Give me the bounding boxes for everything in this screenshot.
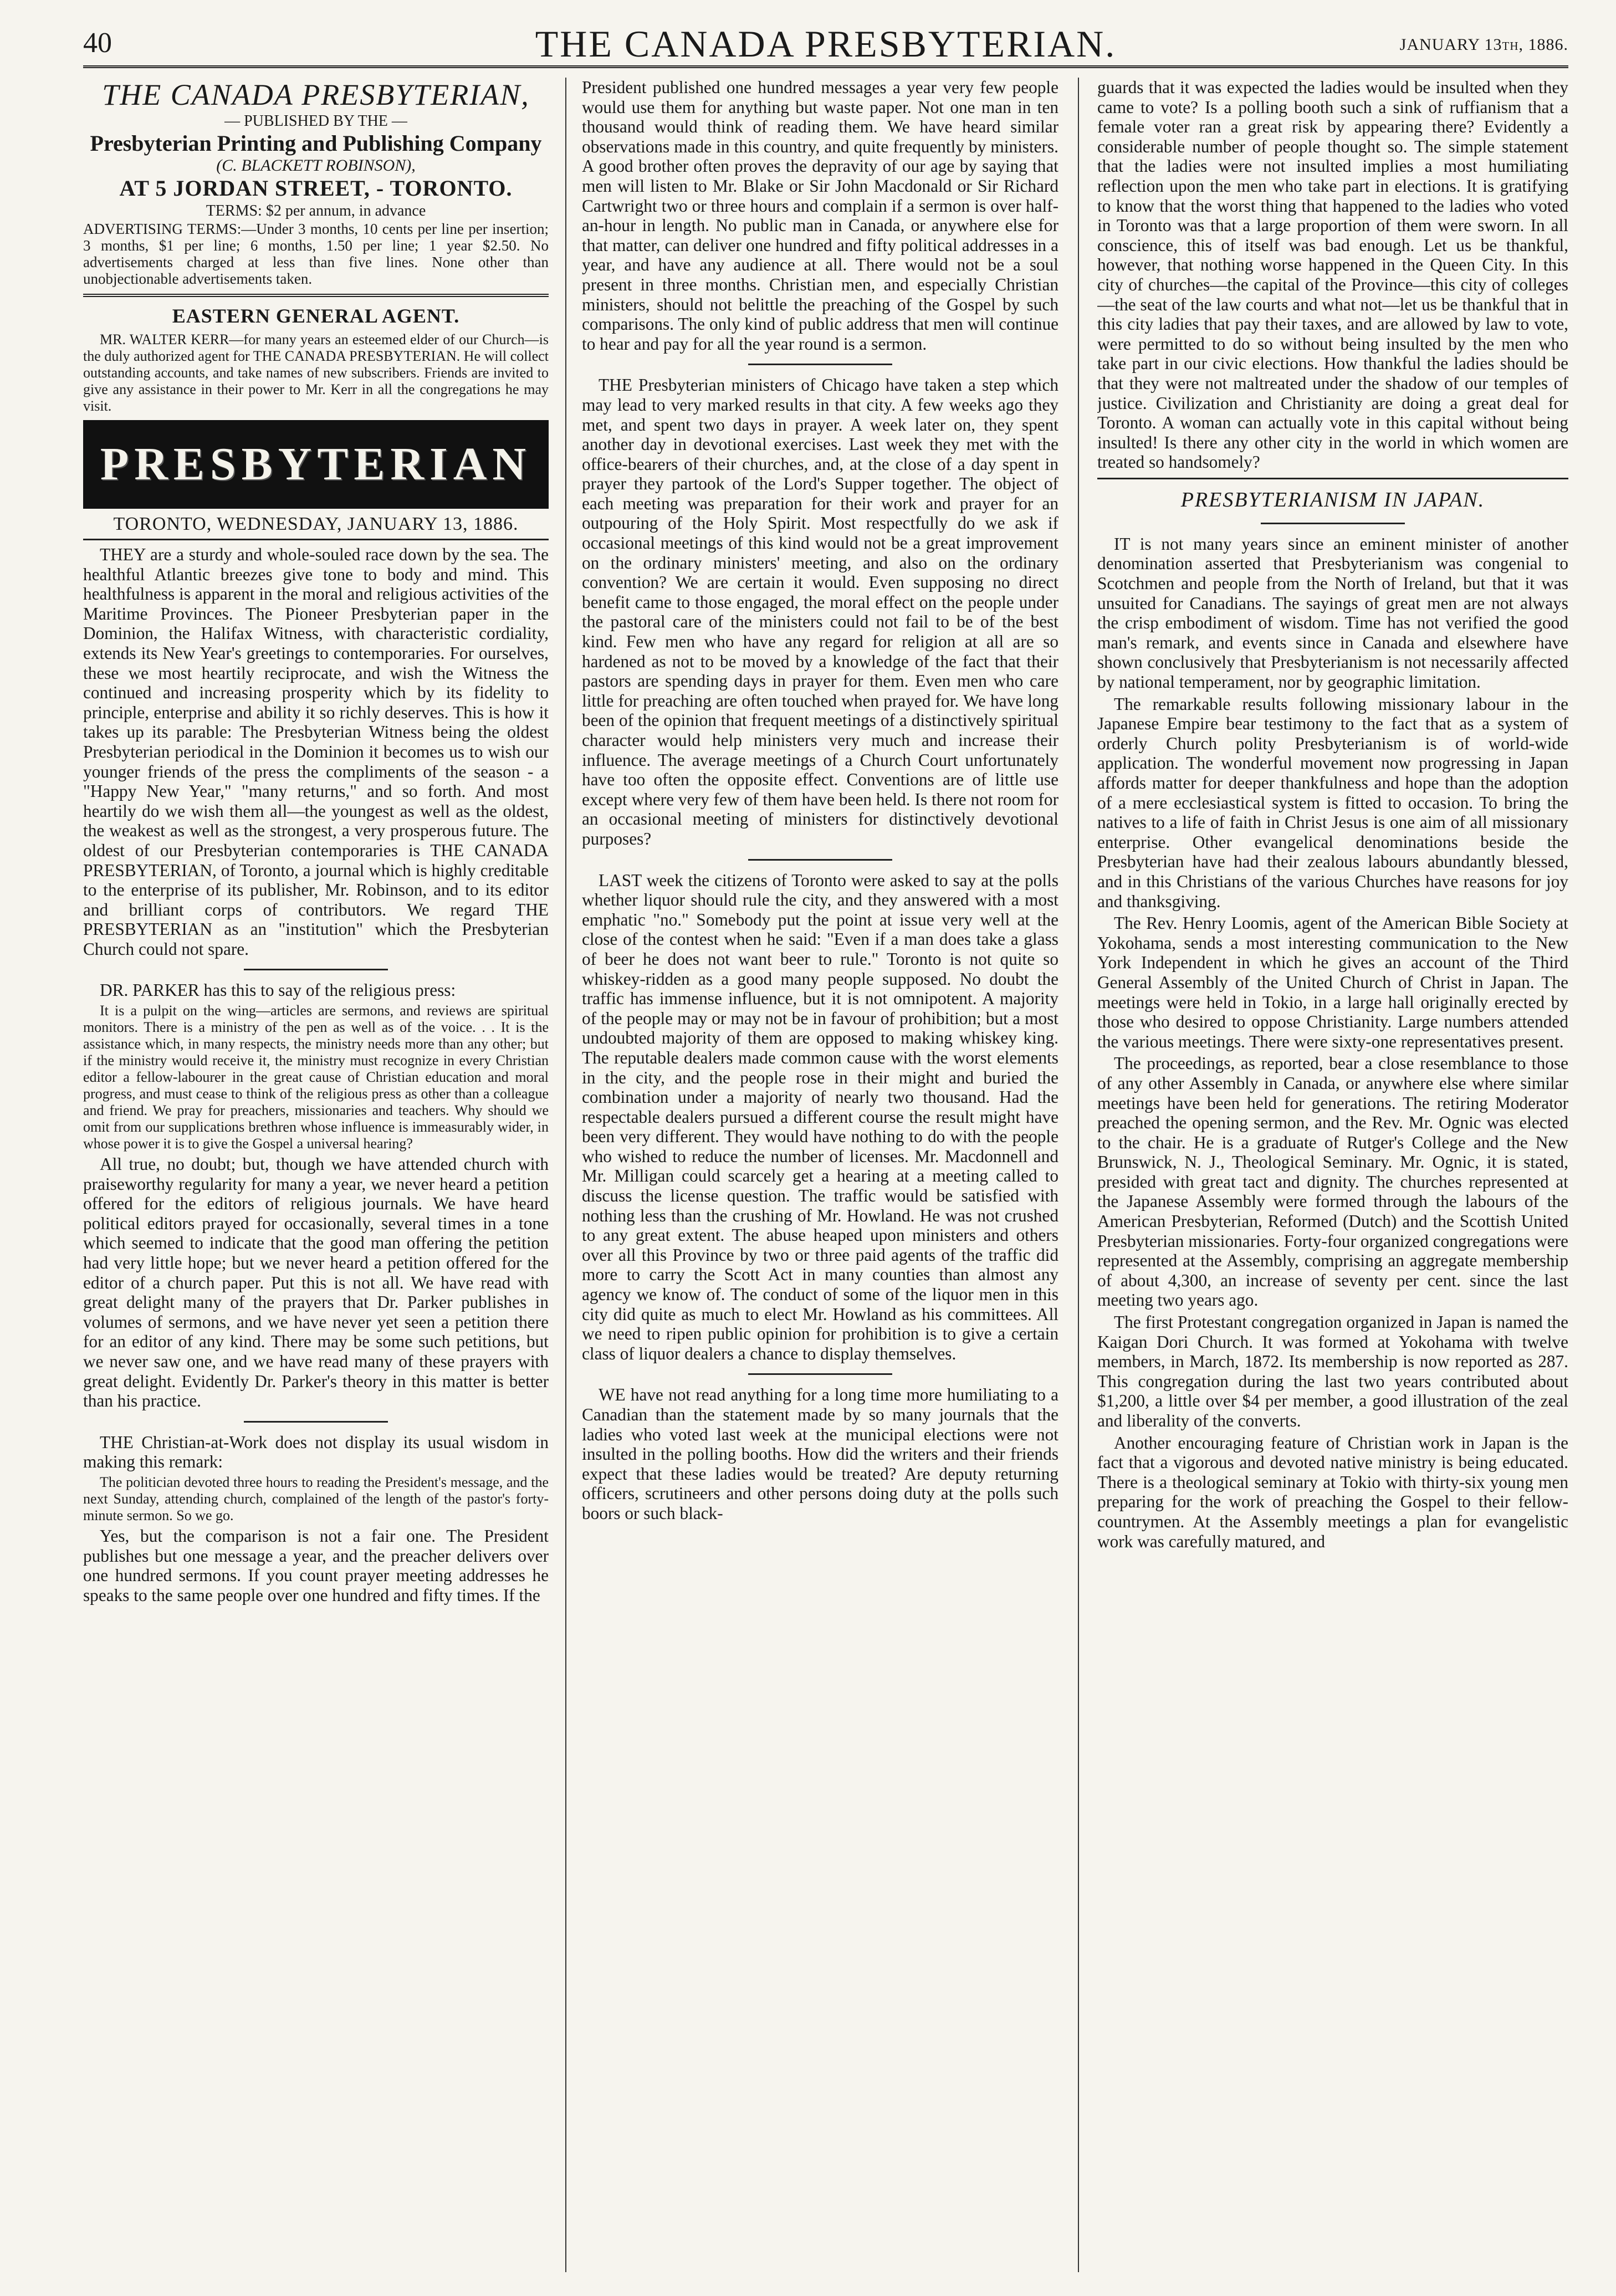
divider	[748, 364, 892, 365]
column-rule	[1078, 78, 1079, 2272]
newspaper-page	[83, 22, 1568, 2283]
imprint-title: THE CANADA PRESBYTERIAN,	[102, 78, 530, 111]
divider	[244, 969, 388, 970]
column-1	[83, 78, 549, 2272]
imprint-published-by: — PUBLISHED BY THE —	[224, 113, 407, 130]
article-ladies-vote: WE have not read anything for a long time more humiliating to a Canadian than the statement made by so many journals that the ladies who voted last week at the municipal elections were not insulted in the polling booths. How did the writers and their friends expect that these ladies would be treated? Are deputy returning officers, scrutineers and other persons doing duty at the polls such boors or such black-	[582, 1385, 1058, 1523]
agent-notice: MR. WALTER KERR—for many years an esteemed elder of our Church—is the duly authorized agent for THE CANADA PRESBYTERIAN. He will collect outstanding accounts, and take names of new subscribers. Friends are invited to give any assistance in their power to Mr. Kerr in all the congregations he may visit.	[83, 331, 549, 414]
article-parker-quote: It is a pulpit on the wing—articles are sermons, and reviews are spiritual monitors. There is a ministry of the pen as well as of the voice. . . It is the assistance which, in many respects, the ministry needs more than any other; but if the ministry would receive it, the ministry must recognize in every Christian editor a fellow-labourer in the great cause of Christian education and moral progress, and must cease to think of the religious press as other than a colleague and friend. We pray for preachers, missionaries and teachers. Why should we omit from our supplications brethren whose influence is immeasurably wider, in whose power it is to give the Gospel a universal hearing?	[83, 1003, 549, 1152]
japan-paragraph-6: Another encouraging feature of Christian work in Japan is the fact that a vigorous and devoted native ministry is being educated. There is a theological seminary at Tokio with thirty-six young men preparing for the work of preaching the Gospel to their fellow-countrymen. At the Assembly meetings a plan for evangelistic work was carefully matured, and	[1097, 1433, 1568, 1551]
japan-paragraph-3: The Rev. Henry Loomis, agent of the American Bible Society at Yokohama, sends a most interesting communication to the New York Independent in which he gives an account of the Third General Assembly of the United Church of Christ in Japan. The meetings were held in Tokio, in a large hall originally erected by those who desired to oppose Christianity. Large numbers attended the various meetings. There were sixty-one representatives present.	[1097, 913, 1568, 1051]
agent-heading: EASTERN GENERAL AGENT.	[172, 305, 460, 327]
article-chicago-ministers: THE Presbyterian ministers of Chicago have taken a step which may lead to very marked results in that city. A few weeks ago they met, and spent two days in prayer. A week later on, they spent another day in devotional exercises. Last week they met with the office-bearers of their churches, and, at the close of a day spent in prayer they partook of the Lord's Supper together. The object of each meeting was preparation for their work and prayer for an outpouring of the Holy Spirit. Most respectfully do we ask if occasional meetings of this kind would not be a great improvement on the ordinary ministers' meeting, and also on the ordinary convention? We are certain it would. Even supposing no direct benefit came to those engaged, the moral effect on the people under the pastoral care of the ministers could not fail to be of the best kind. Few men who have any regard for religion at all are so hardened as not to be moved by a knowledge of the fact that their pastors are spending days in prayer for them. Even men who care little for preaching are often touched when prayed for. We have long been of the opinion that frequent meetings of a distinctively spiritual character would help ministers very much and increase their influence. The average meetings of a Church Court unfortunately have too often the opposite effect. Conventions are of little use except where very few of them have been held. Is there not room for an occasional meeting of ministers for distinctively devotional purposes?	[582, 375, 1058, 848]
article-christian-at-work-continued: President published one hundred messages a year very few people would use them for anything but waste paper. Not one man in ten thousand would think of reading them. We have heard similar observations made in this country, and quite frequently by ministers. A good brother often proves the depravity of our age by saying that men will listen to Mr. Blake or Sir John Macdonald or Sir Richard Cartwright two or three hours and complain if a sermon is over half-an-hour in length. No public man in Canada, or anywhere else for that matter, can deliver one hundred and fifty political addresses in a year, and have any audience at all. There would not be a soul present in three months. Christian men, and especially Christian ministers, should not belittle the preaching of the Gospel by such comparisons. The only kind of public address that men will continue to hear and pay for all the year round is a sermon.	[582, 78, 1058, 354]
japan-paragraph-5: The first Protestant congregation organized in Japan is named the Kaigan Dori Church. It was formed at Yokohama with twelve members, in March, 1872. Its membership is now reported as 287. This congregation during the last two years contributed about $1,200, a little over $4 per member, a good illustration of the zeal and liberality of the converts.	[1097, 1312, 1568, 1430]
banner-text: PRESBYTERIAN	[100, 438, 532, 490]
article-parker-reply: All true, no doubt; but, though we have attended church with praiseworthy regularity for many a year, we never heard a petition offered for the editors of religious journals. We have heard political editors prayed for occasionally, several times in a tone which seemed to indicate that the good man offering the petition had very little hope; but we never heard a petition offered for the editor of a church paper. Put this is not all. We have read with great delight many of the prayers that Dr. Parker publishes in volumes of sermons, and we have never yet seen a petition there for an editor of any kind. There may be some such petitions, but we never saw one, and we have read many of these prayers with great delight. Evidently Dr. Parker's theory in this matter is better than his practice.	[83, 1154, 549, 1411]
advertising-terms: ADVERTISING TERMS:—Under 3 months, 10 cents per line per insertion; 3 months, $1 per line; 6 months, 1.50 per line; 1 year $2.50. No advertisements charged at less than five lines. None other than unobjectionable advertisements taken.	[83, 221, 549, 287]
imprint-manager: (C. BLACKETT ROBINSON),	[216, 156, 416, 175]
divider	[1097, 478, 1568, 479]
article-toronto-vote: LAST week the citizens of Toronto were asked to say at the polls whether liquor should rule the city, and they answered with a most emphatic "no." Somebody put the point at issue very well at the close of the contest when he said: "Even if a man does take a glass of beer he does not want beer to rule." Toronto is not quite so whiskey-ridden as a good many people supposed. No doubt the traffic has immense influence, but it is not omnipotent. A majority of the people may or may not be in favour of prohibition; but a most undoubted majority of them are opposed to making whiskey king. The reputable dealers made common cause with the worst elements in the city, and the people rose in their might and buried the combination under a majority of nearly two thousand. Had the respectable dealers pursued a different course the result might have been very different. They would have nothing to do with the people who wished to reduce the number of licenses. Mr. Macdonnell and Mr. Milligan could scarcely get a hearing at a meeting called to discuss the license question. The traffic would be satisfied with nothing less than the crushing of Mr. Howland. He was not crushed to any great extent. The abuse heaped upon ministers and others over all this Province by two or three paid agents of the traffic did more to carry the Scott Act in many counties than almost any agency we know of. The conduct of some of the liquor men in this city did quite as much to elect Mr. Howland as his committees. All we need to ripen public opinion for prohibition is to give a certain class of liquor dealers a chance to display themselves.	[582, 870, 1058, 1363]
imprint-company: Presbyterian Printing and Publishing Company	[90, 131, 542, 156]
issue-date: JANUARY 13th, 1886.	[1399, 35, 1568, 54]
japan-paragraph-2: The remarkable results following missionary labour in the Japanese Empire bear testimony to the fact that as a system of orderly Church polity Presbyterianism is of world-wide application. The wonderful movement now progressing in Japan affords matter for deeper thankfulness and hope than the adoption of a mere ecclesiastical system is fitted to occasion. To bring the natives to a life of faith in Christ Jesus is one aim of all missionary enterprise. Other evangelical denominations beside the Presbyterian have had their zealous labours abundantly blessed, and in this Christians of the various Churches have reasons for joy and thanksgiving.	[1097, 694, 1568, 911]
japan-paragraph-4: The proceedings, as reported, bear a close resemblance to those of any other Assembly in Canada, or anywhere else where similar meetings have been held for generations. The retiring Moderator preached the opening sermon, and the Rev. Mr. Ognic was elected to the chair. He is a graduate of Rutger's College and the New Brunswick, N. J., Theological Seminary. Mr. Ognic, it is stated, presided with great tact and dignity. The churches represented at the Japanese Assembly were formed through the labours of the American Presbyterian, Reformed (Dutch) and the Scottish United Presbyterian missionaries. Forty-four organized congregations were represented at the Assembly, comprising an aggregate membership of about 4,300, an increase of seventy per cent. since the last meeting two years ago.	[1097, 1054, 1568, 1310]
article-ladies-vote-continued: guards that it was expected the ladies would be insulted when they came to vote? Is a polling booth such a sink of ruffianism that a female voter ran a great risk by appearing there? Evidently a considerable number of people thought so. The simple statement that the ladies were not insulted implies a most humiliating reflection upon the men who take part in elections. It is gratifying to know that the worst thing that happened to the ladies who voted in Toronto was that a large proportion of them were sworn. In all conscience, this of itself was bad enough. Let us be thankful, however, that nothing worse happened in the Queen City. In this city of churches—the capital of the Province—this city of colleges—the seat of the law courts and what not—let us be thankful that in this city ladies that pay their taxes, and are allowed by law to vote, were permitted to do so without being insulted by the men who take part in our civic elections. How thankful the ladies should be that they were not maltreated under the shadow of our temples of justice. Civilization and Christianity are doing a great deal for Toronto. A woman can actually vote in this capital without being insulted! Is there any other city in the world in which women are treated so handsomely?	[1097, 78, 1568, 472]
columns	[83, 78, 1568, 2272]
article-christian-at-work-reply: Yes, but the comparison is not a fair one. The President publishes but one message a year, and the preacher delivers over one hundred sermons. If you count prayer meeting addresses he speaks to the same people over one hundred and fifty times. If the	[83, 1526, 549, 1605]
article-christian-at-work-intro: THE Christian-at-Work does not display its usual wisdom in making this remark:	[83, 1432, 549, 1472]
divider	[244, 1421, 388, 1423]
page-number: 40	[83, 27, 112, 59]
dateline: TORONTO, WEDNESDAY, JANUARY 13, 1886.	[83, 512, 549, 540]
column-3	[1097, 78, 1568, 2272]
article-christian-at-work-quote: The politician devoted three hours to reading the President's message, and the next Sunday, attending church, complained of the length of the pastor's forty-minute sermon. So we go.	[83, 1474, 549, 1523]
imprint-terms: TERMS: $2 per annum, in advance	[206, 202, 426, 219]
imprint	[83, 78, 549, 287]
masthead-banner	[83, 420, 549, 509]
divider	[748, 859, 892, 861]
divider	[1261, 523, 1405, 524]
page-header	[83, 22, 1568, 68]
japan-paragraph-1: IT is not many years since an eminent minister of another denomination asserted that Presbyterianism was congenial to Scotchmen and people from the North of Ireland, but that it was unsuited for Canadians. The sayings of great men are not always the crisp embodiment of wisdom. Time has not verified the good man's remark, and events since in Canada and elsewhere have shown conclusively that Presbyterianism is not necessarily affected by national temperament, nor by geographic limitation.	[1097, 534, 1568, 692]
article-witness: THEY are a sturdy and whole-souled race down by the sea. The healthful Atlantic breezes give tone to body and mind. This healthfulness is apparent in the moral and religious activities of the Maritime Provinces. The Pioneer Presbyterian paper in the Dominion, the Halifax Witness, with characteristic cordiality, extends its New Year's greetings to contemporaries. For ourselves, these we most heartily reciprocate, and wish the Witness the continued and increasing prosperity which by its fidelity to principle, enterprise and ability it so richly deserves. This is how it takes up its parable: The Presbyterian Witness being the oldest Presbyterian periodical in the Dominion it becomes us to wish our younger friends of the press the compliments of the season - a "Happy New Year," "many returns," and so forth. And most heartily do we wish them all—the youngest as well as the oldest, the weakest as well as the strongest, a very prosperous future. The oldest of our Presbyterian contemporaries is THE CANADA PRESBYTERIAN, of Toronto, a journal which is highly creditable to the enterprise of its publisher, Mr. Robinson, and to its editor and brilliant corps of contributors. We regard THE PRESBYTERIAN as an "institution" which the Presbyterian Church could not spare.	[83, 545, 549, 959]
column-2	[582, 78, 1058, 2272]
japan-heading: PRESBYTERIANISM IN JAPAN.	[1180, 488, 1485, 512]
article-parker-intro: DR. PARKER has this to say of the religious press:	[100, 980, 456, 1000]
masthead: THE CANADA PRESBYTERIAN.	[535, 23, 1117, 65]
imprint-address: AT 5 JORDAN STREET, - TORONTO.	[119, 176, 513, 201]
column-rule	[565, 78, 566, 2272]
divider	[748, 1373, 892, 1375]
divider	[83, 294, 549, 297]
